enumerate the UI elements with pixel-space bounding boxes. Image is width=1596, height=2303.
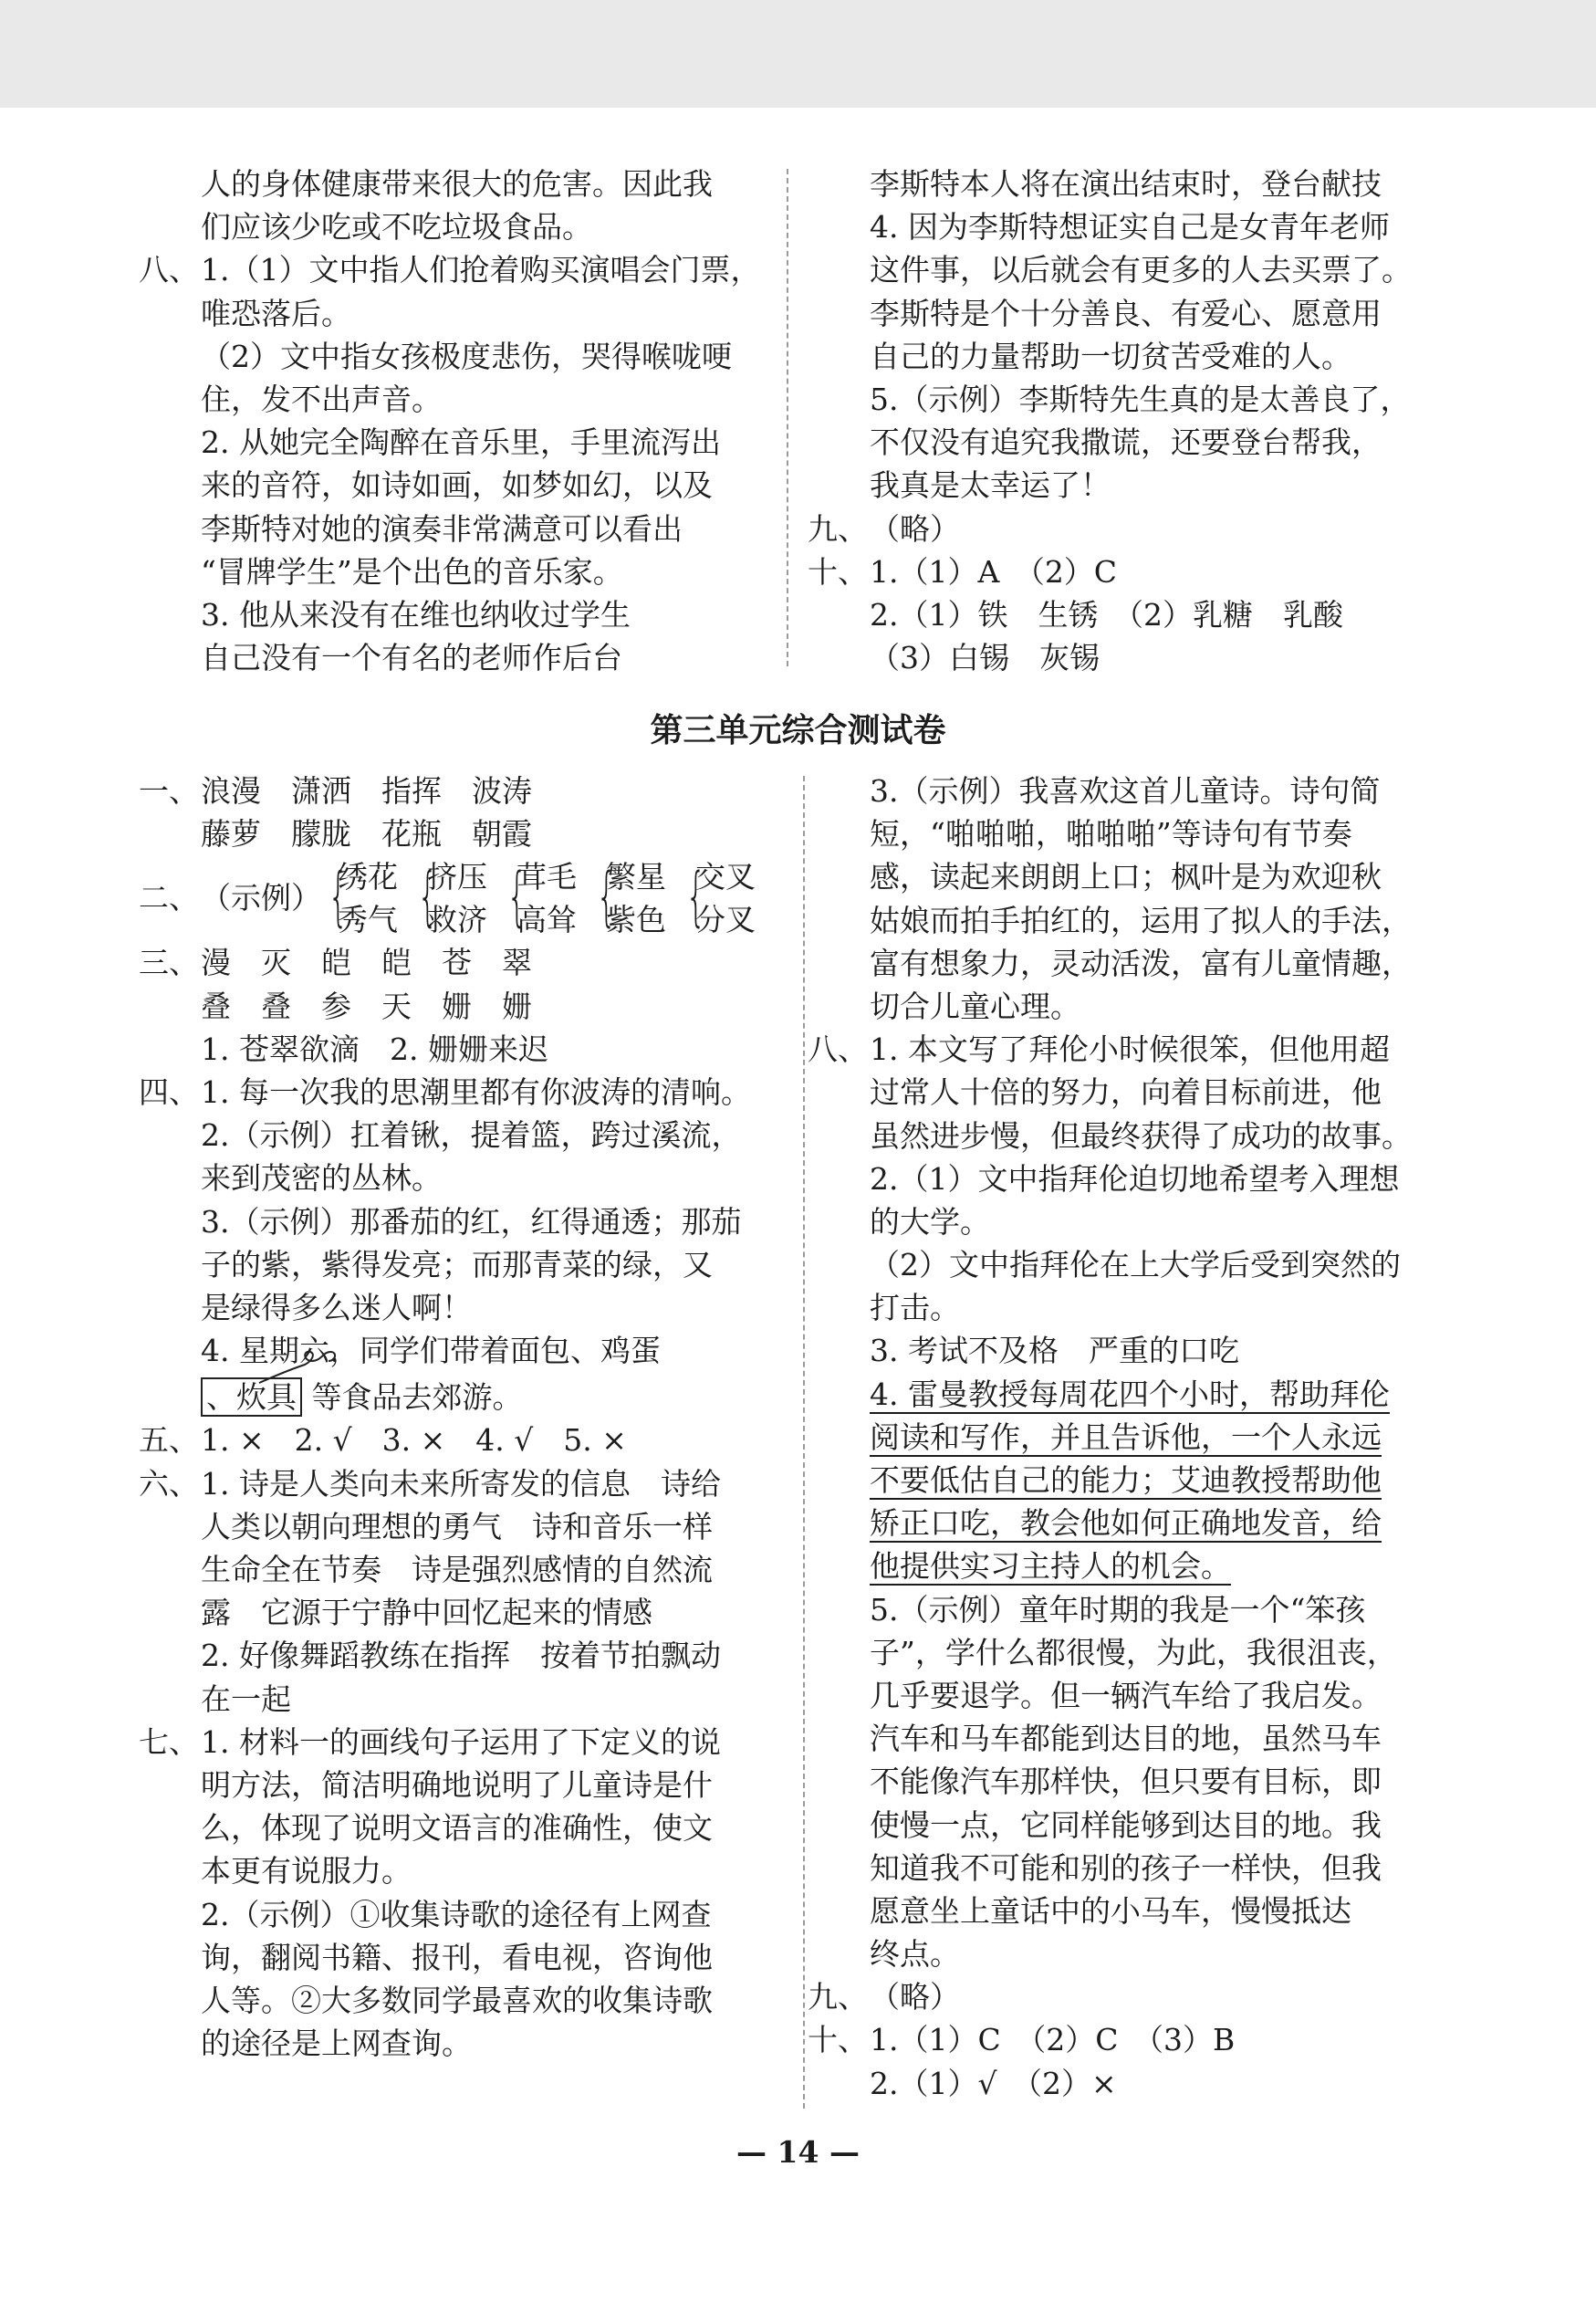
- text-line: 2.（示例）①收集诗歌的途径有上网查: [201, 1896, 712, 1932]
- pair-word: 救济: [427, 902, 487, 938]
- example-label: （示例）: [201, 880, 321, 916]
- text-line: 本更有说服力。: [201, 1853, 412, 1890]
- text-line: 李斯特对她的演奏非常满意可以看出: [201, 510, 683, 547]
- text-line: 不能像汽车那样快，但只要有目标，即: [870, 1764, 1382, 1800]
- text-line: （略）: [870, 1979, 960, 2015]
- pair-word: 繁星: [606, 859, 666, 895]
- question-number: 七、: [139, 1723, 199, 1760]
- question-number: 三、: [139, 945, 199, 981]
- text-line: （3）白锡 灰锡: [870, 640, 1100, 676]
- text-line: 询，翻阅书籍、报刊，看电视，咨询他: [201, 1939, 713, 1975]
- text-line: 李斯特是个十分善良、有爱心、愿意用: [870, 295, 1382, 331]
- brace-mark: {: [506, 859, 527, 935]
- text-line: 唯恐落后。: [201, 295, 351, 331]
- question-number: 六、: [139, 1465, 199, 1502]
- pair-word: 绣花: [338, 859, 398, 895]
- text-line: 来到茂密的丛林。: [201, 1160, 442, 1197]
- text-line: 漫 灭 皑 皑 苍 翠: [201, 945, 532, 981]
- column-divider: [787, 169, 788, 666]
- text-line: 3. 考试不及格 严重的口吃: [870, 1333, 1239, 1369]
- text-line: 5.（示例）童年时期的我是一个“笨孩: [870, 1591, 1366, 1628]
- question-number: 四、: [139, 1073, 199, 1110]
- text-line: 自己的力量帮助一切贫苦受难的人。: [870, 338, 1351, 374]
- text-line: 等食品去郊游。: [311, 1379, 523, 1416]
- text-line: 生命全在节奏 诗是强烈感情的自然流: [201, 1552, 713, 1587]
- text-line: 的大学。: [870, 1203, 990, 1240]
- text-line: 切合儿童心理。: [870, 988, 1080, 1024]
- question-number: 五、: [139, 1422, 199, 1459]
- text-line: 人的身体健康带来很大的危害。因此我: [201, 166, 713, 202]
- insertion-mark: [257, 1348, 339, 1385]
- underlined-line: 阅读和写作，并且告诉他，一个人永远: [870, 1418, 1382, 1455]
- text-line: 1. 诗是人类向未来所寄发的信息 诗给: [201, 1465, 721, 1502]
- underlined-line: 他提供实习主持人的机会。: [870, 1548, 1231, 1585]
- text-line: 几乎要退学。但一辆汽车给了我启发。: [870, 1677, 1382, 1713]
- question-number: 一、: [139, 773, 199, 809]
- text-line: 1. × 2. √ 3. × 4. √ 5. ×: [201, 1422, 627, 1459]
- text-line: 4. 星期六，同学们带着面包、鸡蛋: [201, 1333, 661, 1369]
- text-line: 愿意坐上童话中的小马车，慢慢抵达: [870, 1892, 1351, 1929]
- text-line: 浪漫 潇洒 指挥 波涛: [201, 773, 532, 809]
- word-pair-group: [504, 855, 577, 941]
- underlined-line: 矫正口吃，教会他如何正确地发音，给: [870, 1505, 1382, 1542]
- text-line: 子的紫，紫得发亮；而那青菜的绿，又: [201, 1246, 713, 1282]
- section-title: 第三单元综合测试卷: [650, 712, 946, 749]
- text-line: 们应该少吃或不吃垃圾食品。: [201, 209, 592, 246]
- text-line: 1. 本文写了拜伦小时候很笨，但他用超: [870, 1031, 1390, 1068]
- brace-mark: {: [328, 859, 349, 935]
- word-pair-group: [414, 855, 487, 941]
- text-line: 1. 材料一的画线句子运用了下定义的说: [201, 1723, 721, 1760]
- pair-word: 挤压: [427, 859, 487, 895]
- text-line: 富有想象力，灵动活泼，富有儿童情趣，: [870, 945, 1412, 981]
- text-line: 打击。: [870, 1290, 960, 1326]
- text-line: 这件事，以后就会有更多的人去买票了。: [870, 252, 1412, 288]
- question-number: 二、: [139, 880, 199, 916]
- brace-mark: {: [685, 859, 706, 935]
- underlined-line: 4. 雷曼教授每周花四个小时，帮助拜伦: [870, 1376, 1390, 1412]
- correction-box: [201, 1377, 302, 1417]
- text-line: 1. 每一次我的思潮里都有你波涛的清响。: [201, 1073, 751, 1110]
- text-line: 1. 苍翠欲滴 2. 姗姗来迟: [201, 1031, 548, 1067]
- text-line: 短，“啪啪啪，啪啪啪”等诗句有节奏: [870, 816, 1352, 853]
- text-line: 子”，学什么都很慢，为此，我很沮丧，: [870, 1634, 1397, 1670]
- word-pair-group: [593, 855, 666, 941]
- column-divider: [803, 776, 805, 2109]
- brace-mark: {: [596, 859, 617, 935]
- text-line: 明方法，简洁明确地说明了儿童诗是什: [201, 1766, 713, 1803]
- text-line: （2）文中指拜伦在上大学后受到突然的: [870, 1247, 1401, 1283]
- text-line: 我真是太幸运了！: [870, 467, 1111, 504]
- text-line: 终点。: [870, 1936, 960, 1973]
- pair-word: 高耸: [516, 902, 577, 938]
- question-number: 八、: [808, 1031, 868, 1068]
- text-line: 姑娘而拍手拍红的，运用了拟人的手法，: [870, 902, 1412, 938]
- text-line: 人等。②大多数同学最喜欢的收集诗歌: [201, 1982, 713, 2018]
- text-line: 在一起: [201, 1680, 291, 1717]
- text-line: 2.（示例）扛着锹，提着篮，跨过溪流，: [201, 1117, 742, 1154]
- text-line: 李斯特本人将在演出结束时，登台献技: [870, 166, 1382, 202]
- question-number: 九、: [808, 510, 868, 547]
- text-line: 感，读起来朗朗上口；枫叶是为欢迎秋: [870, 859, 1382, 895]
- text-line: 1.（1）A （2）C: [870, 553, 1118, 590]
- text-line: 3.（示例）那番茄的红，红得通透；那茄: [201, 1203, 742, 1240]
- text-line: （2）文中指女孩极度悲伤，哭得喉咙哽: [201, 338, 732, 374]
- question-number: 十、: [808, 553, 868, 590]
- text-line: 5.（示例）李斯特先生真的是太善良了，: [870, 381, 1411, 417]
- text-line: 叠 叠 参 天 姗 姗: [201, 988, 532, 1024]
- text-line: 3.（示例）我喜欢这首儿童诗。诗句简: [870, 773, 1381, 809]
- word-pair-group: [325, 855, 398, 941]
- text-line: 过常人十倍的努力，向着目标前进，他: [870, 1074, 1382, 1111]
- text-line: 藤萝 朦胧 花瓶 朝霞: [201, 816, 532, 853]
- pair-word: 紫色: [606, 902, 666, 938]
- top-left-column: [139, 162, 777, 679]
- text-line: 2.（1）文中指拜伦迫切地希望考入理想: [870, 1160, 1400, 1197]
- text-line: 住，发不出声音。: [201, 381, 442, 417]
- text-line: 人类以朝向理想的勇气 诗和音乐一样: [201, 1508, 713, 1544]
- text-line: 知道我不可能和别的孩子一样快，但我: [870, 1849, 1382, 1886]
- word-pair-group: [683, 855, 756, 941]
- text-line: 使慢一点，它同样能够到达目的地。我: [870, 1806, 1382, 1843]
- bottom-left-column: [139, 769, 787, 2065]
- text-line: （略）: [870, 510, 960, 547]
- text-line: 是绿得多么迷人啊！: [201, 1289, 472, 1325]
- brace-mark: {: [417, 859, 438, 935]
- question-number: 八、: [139, 252, 199, 288]
- text-line: 3. 他从来没有在维也纳收过学生: [201, 596, 631, 633]
- q2-block: [139, 855, 787, 941]
- page-number: — 14 —: [736, 2134, 860, 2170]
- question-number: 十、: [808, 2022, 868, 2058]
- top-right-column: [808, 162, 1465, 679]
- pair-word: 分叉: [695, 902, 756, 938]
- text-line: 1.（1）文中指人们抢着购买演唱会门票，: [201, 252, 761, 288]
- bottom-right-column: [808, 769, 1465, 2105]
- text-line: 自己没有一个有名的老师作后台: [201, 640, 622, 676]
- text-line: 汽车和马车都能到达目的地，虽然马车: [870, 1721, 1382, 1757]
- text-line: 的途径是上网查询。: [201, 2026, 472, 2062]
- text-line: 虽然进步慢，但最终获得了成功的故事。: [870, 1117, 1412, 1154]
- text-line: 4. 因为李斯特想证实自己是女青年老师: [870, 209, 1390, 246]
- text-line: 2. 好像舞蹈教练在指挥 按着节拍飘动: [201, 1638, 721, 1674]
- text-line: 2. 从她完全陶醉在音乐里，手里流泻出: [201, 424, 721, 461]
- text-line: “冒牌学生”是个出色的音乐家。: [201, 553, 623, 590]
- text-line: 2.（1）铁 生锈 （2）乳糖 乳酸: [870, 596, 1343, 633]
- word-pairs: [325, 859, 772, 938]
- text-line: 不仅没有追究我撒谎，还要登台帮我，: [870, 424, 1382, 461]
- text-line: 来的音符，如诗如画，如梦如幻，以及: [201, 467, 713, 504]
- text-line: 2.（1）√ （2）×: [870, 2065, 1117, 2101]
- pair-word: 茸毛: [516, 859, 577, 895]
- question-number: 九、: [808, 1979, 868, 2015]
- top-band: [0, 0, 1596, 108]
- text-line: 露 它源于宁静中回忆起来的情感: [201, 1595, 652, 1631]
- pair-word: 交叉: [695, 859, 756, 895]
- underlined-line: 不要低估自己的能力；艾迪教授帮助他: [870, 1462, 1382, 1498]
- boxed-text: 、炊具: [206, 1379, 297, 1416]
- pair-word: 秀气: [338, 902, 398, 938]
- text-line: 么，体现了说明文语言的准确性，使文: [201, 1810, 713, 1847]
- text-line: 1.（1）C （2）C （3）B: [870, 2022, 1236, 2058]
